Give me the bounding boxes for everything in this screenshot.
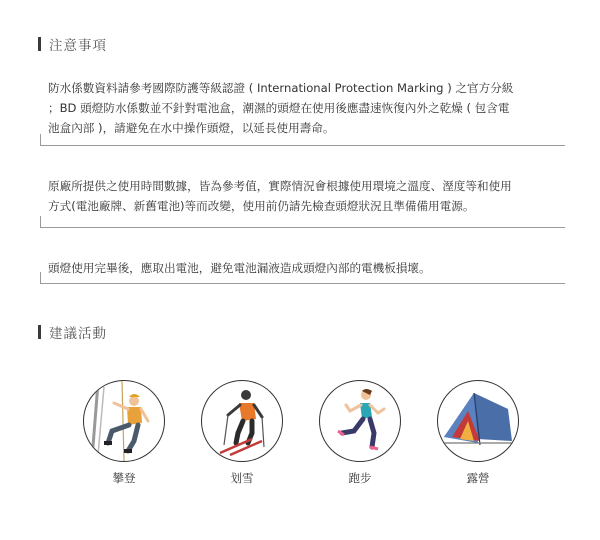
notice-title: 注意事項 [49, 38, 107, 54]
activity-label: 跑步 [348, 471, 372, 485]
notice-line: 池盒內部 )，請避免在水中操作頭燈，以延長使用壽命。 [48, 121, 335, 135]
running-icon [319, 380, 401, 462]
notice-line: ；BD 頭燈防水係數並不針對電池盒，潮濕的頭燈在使用後應盡速恢復內外之乾燥 ( 包含電 [48, 101, 510, 115]
heading-bar [38, 37, 41, 51]
activity-label: 攀登 [112, 471, 136, 485]
notice-line: 方式(電池廠牌、新舊電池)等而改變，使用前仍請先檢查頭燈狀況且準備備用電源。 [48, 199, 475, 213]
notice-line: 原廠所提供之使用時間數據，皆為參考值，實際情況會根據使用環境之溫度、溼度等和使用 [48, 179, 512, 193]
notice-line: 防水係數資料請參考國際防護等級認證 ( International Protection Marking ) 之官方分級 [48, 81, 514, 95]
notice-paragraph-1 [40, 78, 565, 146]
activity-label: 露營 [466, 471, 490, 485]
climbing-icon [83, 380, 165, 462]
divider [40, 283, 565, 284]
notice-paragraph-3 [40, 258, 565, 284]
notice-heading [38, 34, 107, 54]
activity-climbing [79, 380, 169, 486]
notice-line: 頭燈使用完畢後，應取出電池，避免電池漏液造成頭燈內部的電機板損壞。 [48, 261, 431, 275]
activity-running [315, 380, 405, 486]
activity-label: 划雪 [230, 471, 254, 485]
divider [40, 145, 565, 146]
activity-skiing [197, 380, 287, 486]
camping-icon [437, 380, 519, 462]
heading-bar [38, 325, 41, 339]
divider [40, 227, 565, 228]
notice-paragraph-2 [40, 176, 565, 228]
activities-title: 建議活動 [49, 326, 107, 342]
skiing-icon [201, 380, 283, 462]
activity-camping [433, 380, 523, 486]
activities-row [0, 380, 600, 490]
activities-heading [38, 322, 107, 342]
